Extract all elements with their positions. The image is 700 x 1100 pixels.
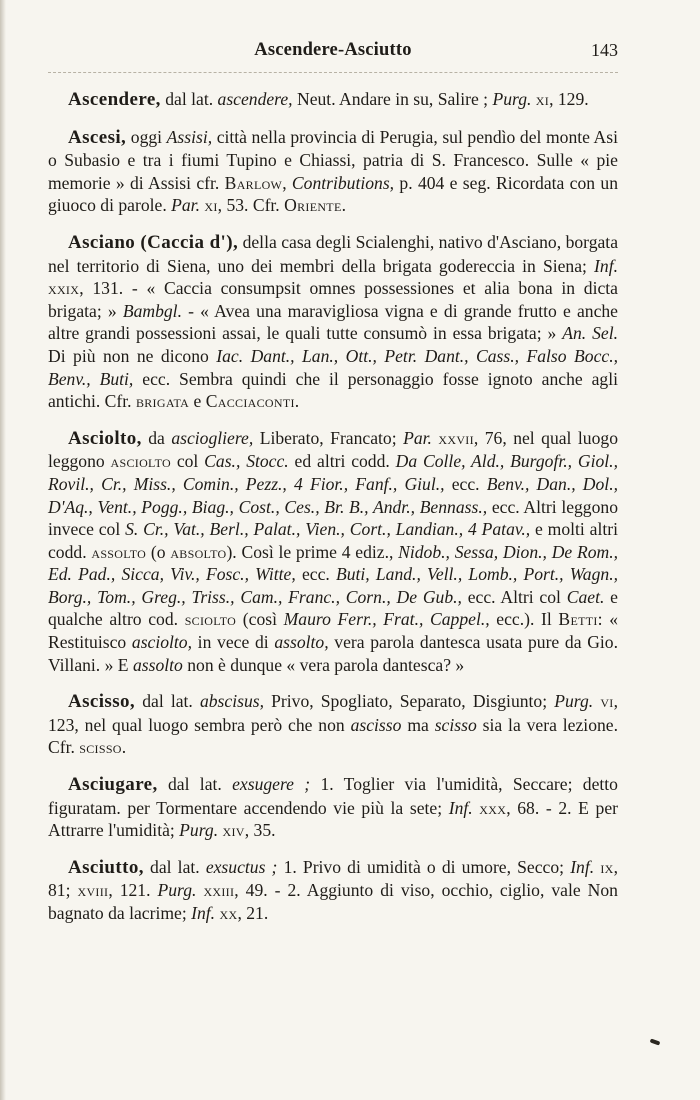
text-run: : « Restituisco: [48, 609, 618, 653]
italic-text: exsugere ;: [232, 774, 311, 795]
text-run: sia la vera lezione. Cfr.: [48, 714, 618, 758]
italic-text: Inf.: [594, 255, 618, 276]
headword: Ascesi,: [68, 126, 127, 148]
entry-ascesi: [48, 126, 618, 217]
text-run: ). Così le prime 4 ediz.,: [226, 541, 399, 562]
italic-text: Inf.: [448, 797, 473, 818]
text-run: Liberato, Francato;: [253, 427, 404, 448]
text-run: dal lat.: [157, 774, 233, 795]
headword: Asciutto,: [68, 856, 144, 878]
italic-text: asciogliere,: [171, 427, 254, 448]
entry-body: [48, 428, 618, 675]
book-spine-shadow: [0, 0, 6, 1100]
small-caps-text: Cacciaconti: [205, 391, 295, 412]
italic-text: Par.: [171, 195, 200, 216]
text-run: ,: [282, 172, 292, 193]
text-run: vera parola dantesca usata pure da Gio. Villani. » E: [48, 632, 619, 675]
text-run: p. 404 e seg. Ricordata con un giuoco di parole.: [48, 172, 619, 216]
running-title: Ascendere-Asciutto: [254, 40, 412, 60]
text-run: , 49. - 2. Aggiunto di viso, occhio, ciglio, vale Non bagnato da lacrime;: [48, 880, 618, 923]
entry-body: [48, 232, 618, 411]
entry-ascendere: [48, 88, 618, 112]
text-run: non è dunque « vera parola dantesca? »: [182, 654, 465, 675]
text-run: dal lat.: [135, 691, 200, 712]
entries-list: [48, 88, 618, 939]
italic-text: Purg.: [179, 820, 219, 841]
text-run: ecc.: [295, 564, 336, 585]
small-caps-text: Betti: [558, 609, 598, 630]
italic-text: Caet.: [566, 586, 605, 607]
text-run: .: [341, 195, 346, 216]
text-run: ecc.: [444, 473, 487, 494]
small-caps-text: xx: [219, 903, 238, 923]
text-run: 1. Toglier via l'umidità, Seccare; detto figuratam. per Tormentare accendendo vie più la sete;: [48, 774, 618, 818]
text-run: oggi: [126, 126, 167, 147]
italic-text: Iac. Dant., Lan., Ott., Petr. Dant., Cass., Falso Bocc., Benv., Buti,: [48, 345, 618, 389]
entry-ascisso: [48, 690, 618, 759]
italic-text: Mauro Ferr., Frat., Cappel.,: [283, 609, 490, 630]
small-caps-text: scisso: [79, 737, 122, 758]
text-run: , 35.: [244, 820, 276, 841]
text-run: e qualche altro cod.: [48, 586, 618, 630]
ink-speck: [650, 1038, 661, 1045]
small-caps-text: xxix: [48, 278, 80, 299]
text-run: e molti altri codd.: [48, 519, 618, 562]
italic-text: ascisso: [350, 714, 402, 735]
text-run: città nella provincia di Perugia, sul pendìo del monte Asi o Subasio e tra i fiumi Tupino e Chiassi, patria di S. Francesco. Sulle « pie memorie » di Assisi cfr.: [48, 126, 618, 193]
text-run: Privo, Spogliato, Separato, Disgiunto;: [263, 691, 555, 712]
italic-text: Assisi,: [166, 126, 213, 147]
text-run: , 123, nel qual luogo sembra però che non: [48, 691, 618, 735]
italic-text: Da Colle, Ald., Burgofr., Giol., Rovil., Cr., Miss., Comin., Pezz., 4 Fior., Fanf., Giul.,: [48, 451, 618, 494]
italic-text: Nidob., Sessa, Dion., De Rom., Ed. Pad., Sicca, Viv., Fosc., Witte,: [48, 541, 619, 585]
italic-text: Purg.: [492, 89, 532, 109]
italic-text: S. Cr., Vat., Berl., Palat., Vien., Cort., Landian., 4 Patav.,: [125, 519, 531, 540]
header-rule: [48, 72, 618, 73]
text-run: dal lat.: [143, 856, 206, 877]
text-run: .: [121, 737, 127, 758]
text-run: - « Avea una maravigliosa vigna e di grande frutto e anche altre grandi possessioni assai, le quali tutte consumò in essa brigata; »: [48, 300, 618, 344]
italic-text: exsuctus ;: [205, 856, 278, 877]
text-run: , 131. - « Caccia consumpsit omnes possessiones et alia bona in dicta brigata; »: [48, 278, 618, 321]
italic-text: scisso: [434, 714, 477, 735]
small-caps-text: xviii: [77, 880, 109, 901]
text-run: Di più non ne dicono: [48, 345, 217, 366]
text-run: ecc. Altri leggono invece col: [48, 496, 618, 540]
italic-text: Purg.: [157, 880, 197, 901]
text-run: , 21.: [237, 903, 269, 923]
small-caps-text: xiv: [222, 820, 245, 841]
text-run: , 68. - 2. E per Attrarre l'umidità;: [48, 797, 618, 841]
small-caps-text: xxiii: [203, 880, 235, 901]
italic-text: asciolto,: [131, 632, 192, 653]
entry-asciugare: [48, 773, 618, 842]
italic-text: assolto: [132, 654, 183, 675]
text-run: Neut. Andare in su, Salire ;: [292, 89, 493, 109]
text-run: e: [189, 391, 206, 412]
italic-text: abscisus,: [199, 691, 264, 712]
small-caps-text: asciolto: [110, 451, 171, 472]
text-run: (o: [146, 541, 171, 562]
small-caps-text: absolto: [170, 541, 227, 562]
page-number: 143: [591, 40, 618, 60]
small-caps-text: vi: [600, 691, 614, 712]
text-run: da: [141, 427, 172, 448]
text-run: in vece di: [192, 632, 275, 653]
text-run: , 129.: [549, 89, 589, 109]
text-run: ecc. Altri col: [461, 586, 567, 607]
entry-body: [48, 127, 618, 216]
small-caps-text: sciolto: [184, 609, 237, 630]
small-caps-text: Barlow: [224, 172, 283, 193]
text-run: , 81;: [48, 856, 618, 901]
italic-text: An. Sel.: [562, 323, 618, 344]
text-run: ed altri codd.: [288, 451, 396, 472]
small-caps-text: assolto: [91, 541, 147, 562]
entry-asciutto: [48, 856, 618, 925]
italic-text: Buti, Land., Vell., Lomb., Port., Wagn., Borg., Tom., Greg., Triss., Cam., Franc., Corn., De Gub.,: [48, 564, 618, 607]
italic-text: Contributions,: [291, 172, 395, 193]
text-run: dal lat.: [160, 89, 218, 109]
headword: Asciolto,: [68, 427, 142, 449]
small-caps-text: ix: [600, 856, 614, 877]
headword: Asciugare,: [68, 774, 158, 796]
headword: Ascisso,: [68, 691, 136, 713]
italic-text: Inf.: [570, 856, 595, 877]
entry-asciolto: [48, 427, 618, 677]
text-run: , 53. Cfr.: [217, 195, 285, 216]
headword: Ascendere,: [68, 89, 161, 110]
italic-text: ascendere,: [217, 89, 293, 109]
text-run: ma: [401, 714, 435, 735]
small-caps-text: xxx: [479, 797, 507, 818]
page-header: [48, 40, 618, 70]
italic-text: Purg.: [554, 691, 594, 712]
text-run: col: [170, 451, 205, 472]
text-run: della casa degli Scialenghi, nativo d'Asciano, borgata nel territorio di Siena, uno dei membri della brigata godereccia in Siena;: [48, 231, 619, 276]
small-caps-text: xi: [535, 89, 550, 109]
italic-text: Par.: [403, 427, 432, 448]
headword: Asciano (Caccia d'),: [68, 231, 239, 253]
text-run: ecc.). Il: [489, 609, 559, 630]
small-caps-text: xi: [204, 195, 218, 216]
text-run: .: [294, 391, 300, 412]
small-caps-text: Oriente: [284, 195, 342, 216]
text-run: ecc. Sembra quindi che il personaggio fosse ignoto anche agli antichi. Cfr.: [48, 368, 618, 412]
italic-text: Bambgl.: [122, 300, 182, 321]
entry-asciano: [48, 231, 618, 413]
small-caps-text: brigata: [135, 391, 190, 412]
text-run: , 121.: [108, 880, 158, 901]
italic-text: Cas., Stocc.: [204, 451, 289, 472]
italic-text: Inf.: [191, 903, 216, 923]
italic-text: assolto,: [274, 632, 329, 653]
text-run: 1. Privo di umidità o di umore, Secco;: [277, 856, 571, 877]
text-run: (così: [236, 609, 284, 630]
italic-text: Benv., Dan., Dol., D'Aq., Vent., Pogg., Biag., Cost., Ces., Br. B., Andr., Bennass.,: [48, 473, 618, 517]
small-caps-text: xxvii: [438, 427, 474, 448]
entry-body: [161, 89, 589, 109]
text-run: , 76, nel qual luogo leggono: [48, 427, 618, 472]
